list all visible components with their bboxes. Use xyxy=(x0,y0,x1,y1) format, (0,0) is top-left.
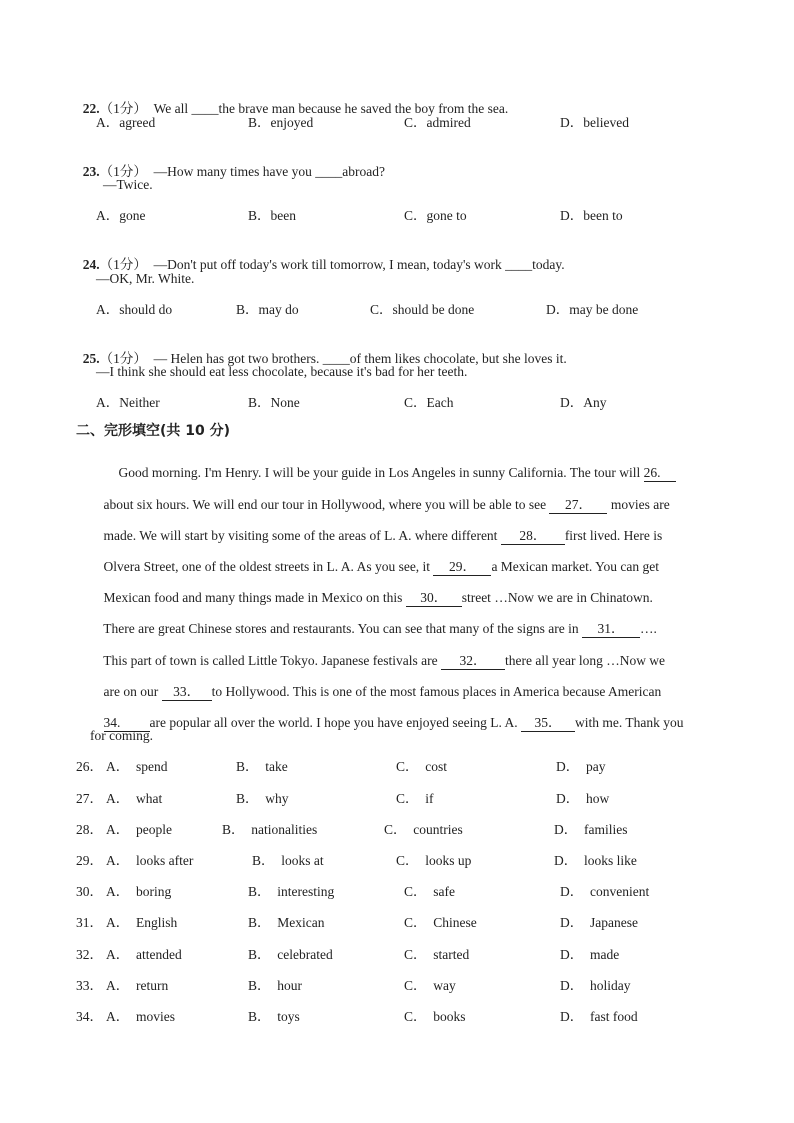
option-number: 34． xyxy=(76,1009,103,1024)
passage-text: Good morning. I'm Henry. I will be your guide in Los Angeles in sunny California. The tour will xyxy=(118,465,644,480)
option-a: A． people xyxy=(106,822,172,837)
question-score: （1分） xyxy=(99,164,147,179)
passage-text: street …Now we are in Chinatown. xyxy=(461,590,653,605)
question-24-stem xyxy=(76,238,565,274)
option-d: D． convenient xyxy=(560,884,650,899)
option-d: D．believed xyxy=(560,115,629,130)
passage-text: Olvera Street, one of the oldest streets in L. A. As you see, it xyxy=(103,559,434,574)
option-b: B．been xyxy=(248,208,296,223)
question-text: the brave man because he saved the boy from the sea. xyxy=(218,101,509,116)
answer-blank: ____ xyxy=(315,164,343,179)
option-d: D．been to xyxy=(560,208,623,223)
option-a: A． attended xyxy=(106,947,182,962)
passage-text: This part of town is called Little Tokyo. Japanese festivals are xyxy=(103,653,441,668)
passage-text: movies are xyxy=(607,497,670,512)
option-number: 32． xyxy=(76,947,103,962)
option-number: 27． xyxy=(76,791,103,806)
passage-text: Mexican food and many things made in Mexico on this xyxy=(103,590,406,605)
option-c: C． Chinese xyxy=(404,915,477,930)
option-a: A．should do xyxy=(96,302,173,317)
option-b: B．may do xyxy=(236,302,299,317)
option-a: A． what xyxy=(106,791,163,806)
passage-text: a Mexican market. You can get xyxy=(491,559,660,574)
cloze-blank-26: 26. xyxy=(644,465,676,482)
cloze-blank-32: 32． xyxy=(441,653,505,670)
question-23-reply: —Twice. xyxy=(103,177,153,192)
passage-text: about six hours. We will end our tour in Hollywood, where you will be able to see xyxy=(103,497,550,512)
passage-text: are on our xyxy=(103,684,162,699)
cloze-blank-30: 30． xyxy=(406,590,462,607)
question-text: abroad? xyxy=(342,164,385,179)
option-c: C． if xyxy=(396,791,434,806)
option-b: B． toys xyxy=(248,1009,300,1024)
option-d: D． Japanese xyxy=(560,915,638,930)
passage-text: to Hollywood. This is one of the most famous places in America because American xyxy=(211,684,662,699)
option-c: C． cost xyxy=(396,759,448,774)
option-b: B． looks at xyxy=(252,853,324,868)
option-d: D． made xyxy=(560,947,620,962)
option-b: B． why xyxy=(236,791,289,806)
option-c: C． countries xyxy=(384,822,463,837)
cloze-blank-35: 35． xyxy=(521,715,575,732)
option-c: C． way xyxy=(404,978,456,993)
option-a: A． boring xyxy=(106,884,172,899)
option-c: C． looks up xyxy=(396,853,472,868)
cloze-blank-29: 29． xyxy=(433,559,491,576)
option-b: B． celebrated xyxy=(248,947,333,962)
option-a: A．Neither xyxy=(96,395,160,410)
option-d: D． pay xyxy=(556,759,606,774)
option-d: D． families xyxy=(554,822,628,837)
option-b: B． take xyxy=(236,759,288,774)
passage-text: made. We will start by visiting some of the areas of L. A. where different xyxy=(103,528,501,543)
option-number: 33． xyxy=(76,978,103,993)
option-number: 28． xyxy=(76,822,103,837)
option-a: A． spend xyxy=(106,759,168,774)
cloze-blank-28: 28． xyxy=(501,528,565,545)
option-c: C． started xyxy=(404,947,470,962)
option-a: A． English xyxy=(106,915,178,930)
option-c: C．Each xyxy=(404,395,454,410)
cloze-blank-31: 31． xyxy=(582,621,640,638)
option-b: B．None xyxy=(248,395,300,410)
passage-text: with me. Thank you xyxy=(575,715,684,730)
question-text: —Don't put off today's work till tomorrow, I mean, today's work xyxy=(153,257,506,272)
passage-text: …. xyxy=(640,621,657,636)
passage-text: There are great Chinese stores and restaurants. You can see that many of the signs are in xyxy=(103,621,582,636)
option-d: D． fast food xyxy=(560,1009,638,1024)
question-22-stem xyxy=(76,82,508,118)
cloze-blank-33: 33． xyxy=(162,684,212,701)
cloze-blank-27: 27． xyxy=(549,497,607,514)
option-b: B． interesting xyxy=(248,884,335,899)
option-b: B． Mexican xyxy=(248,915,325,930)
answer-blank: ____ xyxy=(191,101,219,116)
question-number: 23. xyxy=(82,164,100,179)
option-a: A． return xyxy=(106,978,169,993)
passage-text: there all year long …Now we xyxy=(504,653,666,668)
section-title: 二、完形填空(共 10 分) xyxy=(76,423,231,439)
option-d: D． looks like xyxy=(554,853,637,868)
option-b: B． nationalities xyxy=(222,822,318,837)
option-d: D．Any xyxy=(560,395,607,410)
cloze-blank-34: 34. xyxy=(104,715,150,732)
option-a: A． looks after xyxy=(106,853,194,868)
option-number: 31． xyxy=(76,915,103,930)
option-c: C．gone to xyxy=(404,208,467,223)
question-score: （1分） xyxy=(99,101,147,116)
option-number: 29． xyxy=(76,853,103,868)
passage-text: are popular all over the world. I hope you have enjoyed seeing L. A. xyxy=(149,715,522,730)
option-d: D．may be done xyxy=(546,302,639,317)
passage-line: for coming. xyxy=(90,728,153,743)
option-a: A．agreed xyxy=(96,115,156,130)
option-a: A． movies xyxy=(106,1009,175,1024)
question-number: 24. xyxy=(82,257,100,272)
question-score: （1分） xyxy=(99,351,147,366)
question-number: 22. xyxy=(82,101,100,116)
option-d: D． how xyxy=(556,791,610,806)
option-a: A．gone xyxy=(96,208,146,223)
question-25-reply: —I think she should eat less chocolate, because it's bad for her teeth. xyxy=(96,364,468,379)
question-text: today. xyxy=(532,257,565,272)
passage-line xyxy=(90,696,684,750)
option-b: B．enjoyed xyxy=(248,115,314,130)
option-b: B． hour xyxy=(248,978,302,993)
question-number: 25. xyxy=(82,351,100,366)
question-text: of them likes chocolate, but she loves it. xyxy=(349,351,567,366)
option-c: C． books xyxy=(404,1009,466,1024)
question-text: We all xyxy=(153,101,192,116)
question-text: —How many times have you xyxy=(153,164,316,179)
passage-text: first lived. Here is xyxy=(564,528,663,543)
option-d: D． holiday xyxy=(560,978,631,993)
option-c: C． safe xyxy=(404,884,455,899)
option-c: C．should be done xyxy=(370,302,475,317)
option-number: 30． xyxy=(76,884,103,899)
option-number: 26． xyxy=(76,759,103,774)
answer-blank: ____ xyxy=(322,351,350,366)
question-24-reply: —OK, Mr. White. xyxy=(96,271,195,286)
question-score: （1分） xyxy=(99,257,147,272)
question-text: — Helen has got two brothers. xyxy=(153,351,323,366)
answer-blank: ____ xyxy=(505,257,533,272)
option-c: C．admired xyxy=(404,115,471,130)
